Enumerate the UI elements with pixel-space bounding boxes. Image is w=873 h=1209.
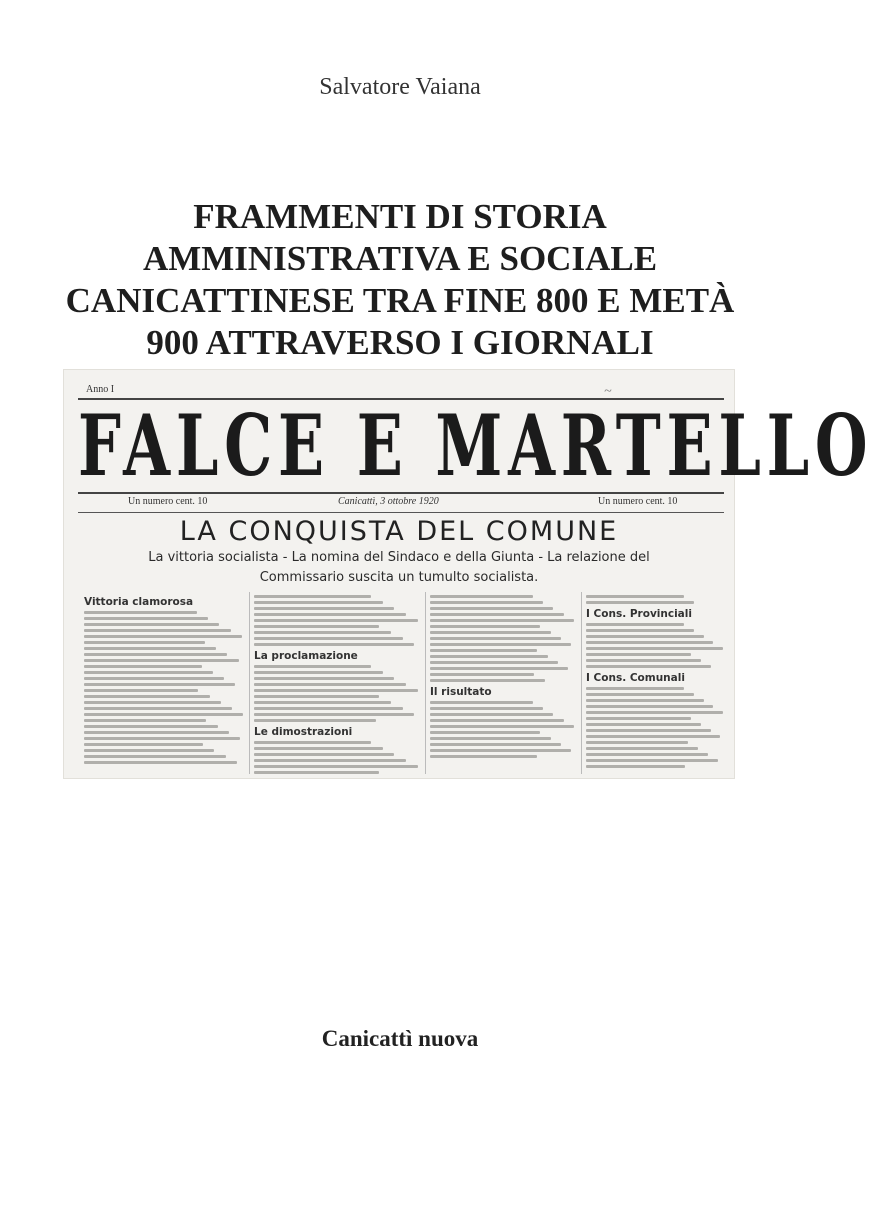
text-line xyxy=(430,619,574,622)
text-line xyxy=(84,653,227,656)
text-line xyxy=(254,671,383,674)
text-line xyxy=(586,665,711,668)
text-lines xyxy=(586,595,726,604)
text-lines xyxy=(254,595,421,646)
text-line xyxy=(430,661,558,664)
article-columns xyxy=(80,592,730,774)
article-column xyxy=(250,592,426,774)
text-line xyxy=(254,607,394,610)
text-line xyxy=(84,689,198,692)
text-line xyxy=(586,741,688,744)
section-heading: I Cons. Comunali xyxy=(586,672,685,684)
text-line xyxy=(430,713,553,716)
text-line xyxy=(254,713,414,716)
text-line xyxy=(254,765,418,768)
text-lines xyxy=(430,595,577,682)
text-line xyxy=(586,753,708,756)
text-line xyxy=(254,771,379,774)
text-line xyxy=(586,653,691,656)
text-line xyxy=(254,637,403,640)
subheadline: La vittoria socialista - La nomina del Sindaco e della Giunta - La relazione del xyxy=(148,550,650,565)
text-line xyxy=(84,731,229,734)
text-line xyxy=(430,731,540,734)
article-column xyxy=(426,592,582,774)
text-line xyxy=(586,705,713,708)
text-line xyxy=(586,629,694,632)
text-line xyxy=(254,643,414,646)
text-line xyxy=(254,741,371,744)
text-line xyxy=(84,713,243,716)
newspaper-clipping xyxy=(64,370,873,778)
text-line xyxy=(430,643,571,646)
text-line xyxy=(430,649,537,652)
text-line xyxy=(430,743,561,746)
text-line xyxy=(84,695,210,698)
text-line xyxy=(84,725,218,728)
text-lines xyxy=(84,611,245,764)
text-line xyxy=(586,693,694,696)
text-lines xyxy=(586,687,726,768)
text-line xyxy=(254,625,379,628)
text-line xyxy=(586,747,698,750)
text-line xyxy=(586,765,685,768)
text-line xyxy=(430,595,533,598)
section-heading: Le dimostrazioni xyxy=(254,726,353,738)
text-line xyxy=(254,695,379,698)
text-line xyxy=(254,601,383,604)
price-left: Un numero cent. 10 xyxy=(128,496,208,507)
text-line xyxy=(430,749,571,752)
text-line xyxy=(586,711,723,714)
text-line xyxy=(84,635,242,638)
newspaper-year: Anno I xyxy=(86,384,115,395)
text-line xyxy=(586,595,684,598)
divider xyxy=(78,512,724,513)
text-line xyxy=(430,673,534,676)
text-lines xyxy=(586,623,726,668)
text-lines xyxy=(254,665,421,722)
text-line xyxy=(586,623,684,626)
text-line xyxy=(586,635,704,638)
subheadline: Commissario suscita un tumulto socialista. xyxy=(259,570,539,585)
text-line xyxy=(586,735,720,738)
text-line xyxy=(430,613,564,616)
text-line xyxy=(586,729,711,732)
text-line xyxy=(254,665,371,668)
title-line: FRAMMENTI DI STORIA xyxy=(193,197,607,236)
text-line xyxy=(84,737,240,740)
text-line xyxy=(430,679,545,682)
text-line xyxy=(430,725,574,728)
article-column xyxy=(80,592,250,774)
text-line xyxy=(84,707,232,710)
text-line xyxy=(84,617,208,620)
text-line xyxy=(84,671,213,674)
text-line xyxy=(586,717,691,720)
title-line: 900 ATTRAVERSO I GIORNALI xyxy=(146,323,654,362)
text-lines xyxy=(254,741,421,774)
author-name: Salvatore Vaiana xyxy=(319,74,481,100)
text-line xyxy=(430,719,564,722)
text-line xyxy=(254,747,383,750)
text-line xyxy=(84,629,231,632)
text-line xyxy=(586,659,701,662)
text-line xyxy=(254,619,418,622)
text-line xyxy=(254,677,394,680)
text-line xyxy=(84,719,206,722)
text-line xyxy=(84,623,219,626)
text-line xyxy=(586,647,723,650)
text-line xyxy=(84,659,239,662)
text-line xyxy=(84,647,216,650)
issue-info-row xyxy=(78,494,724,512)
text-line xyxy=(254,689,418,692)
text-line xyxy=(84,743,203,746)
text-line xyxy=(586,601,694,604)
title-line: CANICATTINESE TRA FINE 800 E METÀ xyxy=(65,281,735,320)
section-heading: La proclamazione xyxy=(254,650,358,662)
text-line xyxy=(430,625,540,628)
text-line xyxy=(430,707,543,710)
section-heading: I Cons. Provinciali xyxy=(586,608,692,620)
text-line xyxy=(586,699,704,702)
section-heading: Il risultato xyxy=(430,686,492,698)
text-line xyxy=(84,755,226,758)
text-line xyxy=(254,595,371,598)
text-line xyxy=(254,759,406,762)
price-right: Un numero cent. 10 xyxy=(598,496,678,507)
article-column xyxy=(582,592,730,774)
text-line xyxy=(586,759,718,762)
text-line xyxy=(430,601,543,604)
text-line xyxy=(254,613,406,616)
text-line xyxy=(84,641,205,644)
text-line xyxy=(84,611,197,614)
newspaper-headline: LA CONQUISTA DEL COMUNE xyxy=(179,516,619,547)
text-line xyxy=(430,755,537,758)
section-heading: Vittoria clamorosa xyxy=(84,596,194,608)
text-line xyxy=(430,655,548,658)
text-line xyxy=(254,753,394,756)
dateline: Canicattì, 3 ottobre 1920 xyxy=(338,496,439,507)
text-line xyxy=(430,607,553,610)
newspaper-masthead: FALCE E MARTELLO xyxy=(78,396,873,495)
text-line xyxy=(84,665,202,668)
text-line xyxy=(430,701,533,704)
text-line xyxy=(84,677,224,680)
text-line xyxy=(586,641,713,644)
text-line xyxy=(84,701,221,704)
text-line xyxy=(586,723,701,726)
text-line xyxy=(430,667,568,670)
text-line xyxy=(430,737,551,740)
text-line xyxy=(254,707,403,710)
title-line: AMMINISTRATIVA E SOCIALE xyxy=(142,239,658,278)
text-line xyxy=(84,683,235,686)
text-line xyxy=(254,631,391,634)
text-line xyxy=(586,687,684,690)
text-line xyxy=(84,749,214,752)
text-line xyxy=(430,631,551,634)
text-lines xyxy=(430,701,577,758)
handwritten-mark: ~ xyxy=(604,384,612,399)
publisher-name: Canicattì nuova xyxy=(321,1026,479,1051)
text-line xyxy=(254,701,391,704)
book-title xyxy=(40,196,760,364)
text-line xyxy=(430,637,561,640)
text-line xyxy=(254,719,376,722)
text-line xyxy=(254,683,406,686)
text-line xyxy=(84,761,237,764)
